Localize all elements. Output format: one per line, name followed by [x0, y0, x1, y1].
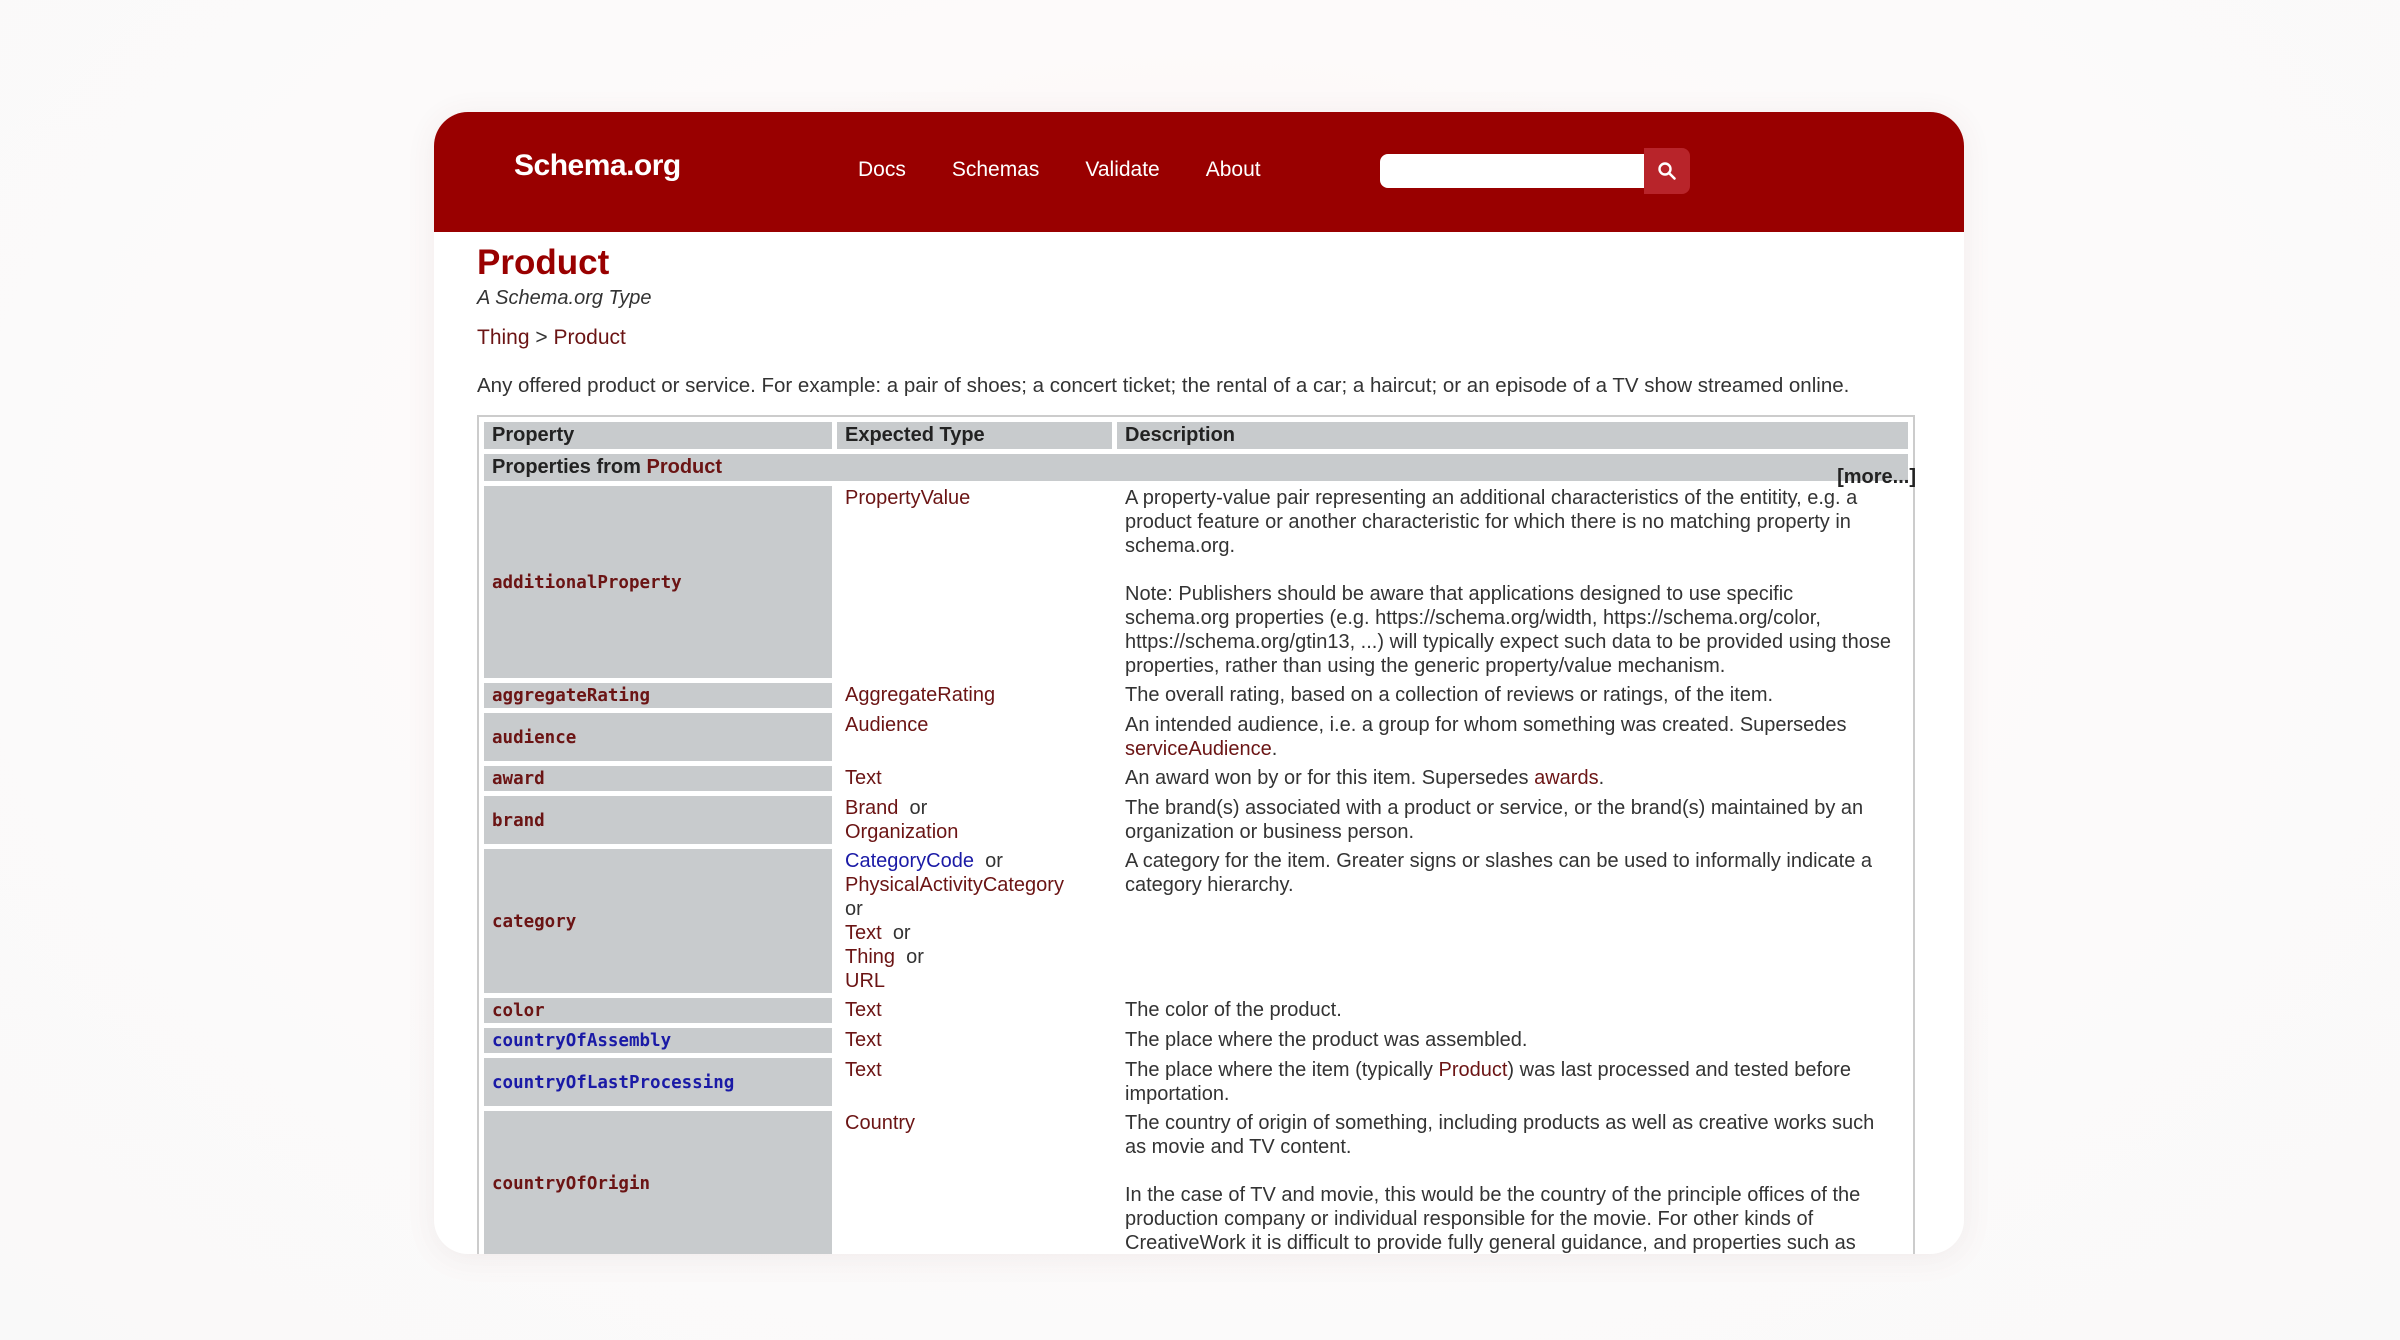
property-link[interactable]: color: [492, 1001, 545, 1021]
type-link[interactable]: Text: [845, 999, 882, 1021]
description-text: The country of origin of something, including products as well as creative works such as movie and TV content.: [1125, 1112, 1875, 1158]
property-link[interactable]: award: [492, 769, 545, 789]
description-end: .: [1598, 767, 1605, 789]
type-cell: [837, 766, 1112, 791]
type-link[interactable]: Organization: [845, 821, 959, 843]
type-link[interactable]: PhysicalActivityCategory: [845, 874, 1064, 896]
type-link[interactable]: Text: [845, 922, 882, 944]
header-expected-type: Expected Type: [837, 422, 1112, 449]
nav-schemas[interactable]: Schemas: [951, 158, 1040, 181]
type-cell: [837, 849, 1112, 993]
search-box: [1380, 148, 1690, 194]
table-row: [484, 766, 1908, 791]
table-header-row: [484, 422, 1908, 449]
header-description: Description: [1117, 422, 1908, 449]
property-cell: [484, 998, 832, 1023]
main-nav: [858, 158, 1307, 182]
table-row: [484, 998, 1908, 1023]
type-link[interactable]: AggregateRating: [845, 684, 996, 706]
type-cell: [837, 683, 1112, 708]
type-cell: [837, 796, 1112, 844]
type-link[interactable]: Audience: [845, 714, 929, 736]
or-text: or: [845, 898, 863, 920]
property-cell: [484, 796, 832, 844]
table-row: [484, 486, 1908, 678]
property-cell: [484, 766, 832, 791]
description-cell: [1117, 849, 1908, 993]
description-text: The brand(s) associated with a product or service, or the brand(s) maintained by an organization or business person.: [1125, 797, 1864, 843]
page-title: Product: [477, 243, 610, 282]
table-row: [484, 1058, 1908, 1106]
or-text: or: [906, 946, 924, 968]
breadcrumb-thing[interactable]: Thing: [477, 326, 530, 349]
table-row: [484, 1028, 1908, 1053]
type-link[interactable]: Brand: [845, 797, 899, 819]
type-link[interactable]: Text: [845, 1059, 882, 1081]
table-row: [484, 1111, 1908, 1254]
description-text: An award won by or for this item. Supersedes: [1125, 767, 1529, 789]
description-cell: [1117, 486, 1908, 678]
type-cell: [837, 1111, 1112, 1254]
header-property: Property: [484, 422, 832, 449]
type-cell: [837, 486, 1112, 678]
table-row: [484, 796, 1908, 844]
property-link[interactable]: countryOfLastProcessing: [492, 1072, 735, 1093]
description-note: In the case of TV and movie, this would be the country of the principle offices of the production company or individual responsible for the movie. For other kinds of CreativeWork it is difficult to provide fully general guidance, and properties such as: [1125, 1184, 1861, 1254]
properties-table: [477, 415, 1915, 1254]
table-row: [484, 683, 1908, 708]
property-cell: [484, 486, 832, 678]
description-cell: [1117, 796, 1908, 844]
description-cell: [1117, 1111, 1908, 1254]
search-input[interactable]: [1380, 154, 1646, 188]
property-cell: [484, 713, 832, 761]
more-link[interactable]: [more...]: [1837, 466, 1916, 488]
description-text: A property-value pair representing an additional characteristics of the entitity, e.g. a product feature or another characteristic for which there is no matching property in schema.org.: [1125, 487, 1858, 557]
type-link[interactable]: Country: [845, 1112, 916, 1134]
supersedes-link[interactable]: serviceAudience: [1125, 738, 1272, 760]
property-cell: [484, 1058, 832, 1106]
property-link[interactable]: aggregateRating: [492, 686, 651, 706]
description-text: The place where the product was assembled.: [1125, 1029, 1528, 1051]
property-link[interactable]: category: [492, 911, 577, 932]
table-row: [484, 849, 1908, 993]
type-cell: [837, 998, 1112, 1023]
type-link[interactable]: Text: [845, 1029, 882, 1051]
search-icon: [1657, 161, 1677, 181]
page-subtitle: A Schema.org Type: [477, 287, 652, 309]
search-button[interactable]: [1644, 148, 1690, 194]
supersedes-link[interactable]: awards: [1534, 767, 1599, 789]
type-link[interactable]: Thing: [845, 946, 896, 968]
nav-validate[interactable]: Validate: [1085, 158, 1160, 181]
type-link[interactable]: URL: [845, 970, 886, 992]
description-text: An intended audience, i.e. a group for whom something was created. Supersedes: [1125, 714, 1847, 736]
description-note: Note: Publishers should be aware that applications designed to use specific schema.org properties (e.g. https://schema.org/width, https://schema.org/color, https://schema.org/gtin13, ...) will typically expect such data to be provided using those properties, rather than using the generic property/value mechanism.: [1125, 583, 1891, 677]
type-cell: [837, 713, 1112, 761]
description-cell: [1117, 998, 1908, 1023]
type-link[interactable]: CategoryCode: [845, 850, 974, 872]
description-end: .: [1271, 738, 1278, 760]
or-text: or: [909, 797, 928, 819]
site-logo[interactable]: Schema.org: [514, 149, 681, 182]
property-link[interactable]: countryOfOrigin: [492, 1173, 651, 1194]
nav-about[interactable]: About: [1205, 158, 1261, 181]
type-link[interactable]: Text: [845, 767, 882, 789]
breadcrumb: [477, 325, 1918, 351]
property-link[interactable]: brand: [492, 810, 545, 831]
type-cell: [837, 1028, 1112, 1053]
group-type-link[interactable]: Product: [646, 456, 723, 478]
or-text: or: [985, 850, 1003, 872]
description-cell: [1117, 766, 1908, 791]
main-content: [434, 232, 1964, 1254]
description-text: The overall rating, based on a collection of reviews or ratings, of the item.: [1125, 684, 1774, 706]
description-text: The color of the product.: [1125, 999, 1342, 1021]
group-row: [484, 454, 1908, 481]
type-description: Any offered product or service. For example: a pair of shoes; a concert ticket; the rental of a car; a haircut; or an episode of a TV show streamed online.: [477, 374, 1850, 397]
type-link[interactable]: PropertyValue: [845, 487, 971, 509]
property-link[interactable]: audience: [492, 727, 577, 748]
property-cell: [484, 683, 832, 708]
property-link[interactable]: additionalProperty: [492, 572, 682, 593]
property-cell: [484, 1111, 832, 1254]
breadcrumb-product[interactable]: Product: [553, 326, 626, 349]
type-cell: [837, 1058, 1112, 1106]
nav-docs[interactable]: Docs: [858, 158, 906, 181]
group-heading: [484, 454, 1908, 481]
description-cell: [1117, 713, 1908, 761]
browser-window: [434, 112, 1964, 1254]
table-row: [484, 713, 1908, 761]
inline-type-link[interactable]: Product: [1438, 1059, 1508, 1081]
description-end: ) was last processed and tested before importation.: [1125, 1059, 1851, 1105]
description-cell: [1117, 1028, 1908, 1053]
site-header: [434, 112, 1964, 232]
property-cell: [484, 1028, 832, 1053]
description-cell: [1117, 1058, 1908, 1106]
property-cell: [484, 849, 832, 993]
breadcrumb-separator: >: [535, 326, 548, 349]
description-cell: [1117, 683, 1908, 708]
group-prefix: Properties from: [492, 456, 641, 478]
or-text: or: [892, 922, 911, 944]
description-text: The place where the item (typically: [1125, 1059, 1433, 1081]
property-link[interactable]: countryOfAssembly: [492, 1031, 672, 1051]
description-text: A category for the item. Greater signs or slashes can be used to informally indicate a category hierarchy.: [1125, 850, 1873, 896]
